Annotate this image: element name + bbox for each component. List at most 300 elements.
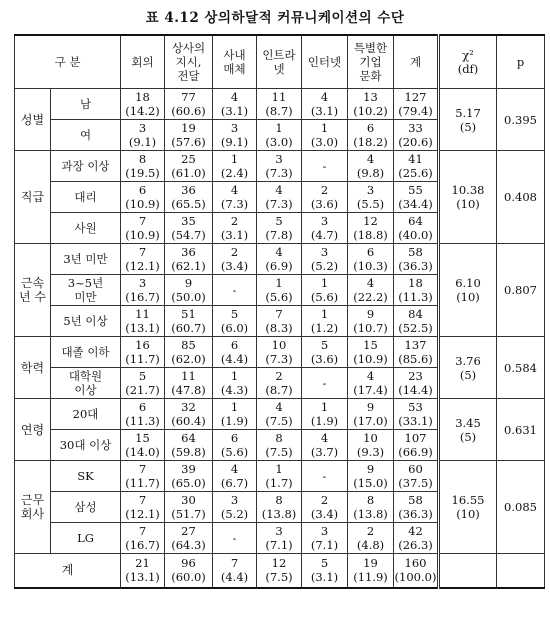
data-cell bbox=[213, 182, 257, 213]
data-cell bbox=[394, 275, 439, 306]
row-label bbox=[51, 120, 121, 151]
table-title: 표 4.12 상의하달적 커뮤니케이션의 수단 bbox=[145, 10, 405, 26]
header-intranet-line: 인트라 bbox=[262, 48, 296, 62]
data-cell bbox=[348, 430, 394, 461]
data-cell bbox=[213, 151, 257, 182]
cell-percent: (62.0) bbox=[171, 352, 206, 366]
data-cell bbox=[121, 89, 165, 120]
cell-count: 4 bbox=[275, 183, 283, 197]
cell-count: 15 bbox=[363, 338, 378, 352]
total-cell bbox=[165, 554, 213, 588]
total-cell bbox=[257, 554, 302, 588]
group-label bbox=[15, 89, 51, 151]
cell-count: 27 bbox=[181, 524, 196, 538]
cell-percent: (3.1) bbox=[220, 104, 249, 118]
data-cell bbox=[257, 430, 302, 461]
data-cell bbox=[257, 275, 302, 306]
cell-count: 1 bbox=[230, 369, 239, 383]
total-row bbox=[15, 554, 545, 588]
cell-count: - bbox=[322, 159, 327, 173]
cell-count: 107 bbox=[404, 431, 427, 445]
data-cell bbox=[213, 306, 257, 337]
cell-count: - bbox=[232, 531, 237, 545]
cell-count: 6 bbox=[230, 431, 239, 445]
header-special-line: 기업 bbox=[359, 55, 382, 69]
total-cell bbox=[348, 554, 394, 588]
cell-percent: (17.0) bbox=[353, 414, 388, 428]
cell-percent: (11.3) bbox=[398, 290, 433, 304]
data-cell bbox=[121, 430, 165, 461]
cell-percent: (17.4) bbox=[353, 383, 388, 397]
cell-count: 2 bbox=[230, 214, 239, 228]
data-cell bbox=[348, 89, 394, 120]
cell-count: 18 bbox=[135, 90, 150, 104]
group-label-line: 학력 bbox=[20, 360, 45, 375]
cell-count: 25 bbox=[181, 152, 196, 166]
cell-count: 96 bbox=[181, 556, 196, 571]
cell-percent: (10.9) bbox=[125, 197, 160, 211]
header-p: p bbox=[497, 35, 545, 89]
row-label-line: 5년 이상 bbox=[63, 314, 108, 328]
cell-percent: (11.3) bbox=[125, 414, 160, 428]
header-superior-line: 상사의 bbox=[171, 41, 206, 55]
cell-percent: (60.0) bbox=[171, 570, 206, 585]
cell-count: 127 bbox=[404, 90, 427, 104]
data-cell bbox=[121, 368, 165, 399]
data-cell bbox=[394, 461, 439, 492]
cell-count: 2 bbox=[320, 493, 329, 507]
cell-percent: (5.2) bbox=[310, 259, 339, 273]
cell-percent: (4.4) bbox=[220, 352, 249, 366]
cell-percent: (64.3) bbox=[171, 538, 206, 552]
cell-percent: (4.7) bbox=[310, 228, 339, 242]
cell-count: 21 bbox=[135, 556, 150, 571]
cell-count: 12 bbox=[363, 214, 378, 228]
header-chi-symbol: χ² bbox=[462, 48, 474, 62]
cell-count: 11 bbox=[181, 369, 196, 383]
cell-count: 5 bbox=[320, 556, 329, 571]
cell-count: 84 bbox=[408, 307, 423, 321]
data-cell bbox=[348, 120, 394, 151]
header-internal-media-line: 사내 bbox=[223, 48, 246, 62]
row-label bbox=[51, 151, 121, 182]
data-cell bbox=[394, 523, 439, 554]
cell-count: 11 bbox=[135, 307, 150, 321]
data-cell bbox=[302, 430, 348, 461]
cell-count: 9 bbox=[366, 400, 375, 414]
cell-count: 5 bbox=[138, 369, 147, 383]
cell-percent: (18.8) bbox=[353, 228, 388, 242]
data-cell bbox=[213, 368, 257, 399]
df-value: (10) bbox=[456, 197, 480, 211]
cell-count: 4 bbox=[275, 400, 283, 414]
cell-percent: (60.7) bbox=[171, 321, 206, 335]
cell-count: 4 bbox=[230, 462, 239, 476]
cell-percent: (2.4) bbox=[220, 166, 249, 180]
data-cell bbox=[213, 492, 257, 523]
data-cell bbox=[213, 461, 257, 492]
cell-percent: (50.0) bbox=[171, 290, 206, 304]
data-cell bbox=[257, 244, 302, 275]
row-label bbox=[51, 213, 121, 244]
p-value: 0.807 bbox=[497, 244, 545, 337]
df-value: (10) bbox=[456, 507, 480, 521]
cell-count: 3 bbox=[320, 214, 329, 228]
cell-count: 60 bbox=[408, 462, 423, 476]
row-label-line: 미만 bbox=[74, 290, 97, 304]
row-label-line: 과장 이상 bbox=[61, 159, 110, 173]
group-label bbox=[15, 244, 51, 337]
cell-percent: (13.8) bbox=[353, 507, 388, 521]
header-internal-media bbox=[213, 35, 257, 89]
data-cell bbox=[165, 492, 213, 523]
cell-percent: (3.0) bbox=[310, 135, 339, 149]
total-chi-empty bbox=[439, 554, 497, 588]
data-cell bbox=[257, 120, 302, 151]
data-cell bbox=[257, 213, 302, 244]
row-label-line: 사원 bbox=[74, 221, 97, 235]
row-label-line: SK bbox=[77, 469, 94, 483]
data-cell bbox=[121, 151, 165, 182]
data-cell bbox=[165, 306, 213, 337]
data-cell bbox=[348, 461, 394, 492]
row-label-line: 삼성 bbox=[74, 500, 97, 514]
group-label-line: 성별 bbox=[20, 112, 45, 127]
data-cell bbox=[165, 182, 213, 213]
cell-count: 4 bbox=[366, 276, 375, 290]
cell-percent: (6.7) bbox=[220, 476, 249, 490]
cell-count: 3 bbox=[138, 276, 147, 290]
cell-count: 6 bbox=[366, 245, 375, 259]
data-cell bbox=[394, 368, 439, 399]
group-label-line: 회사 bbox=[20, 507, 45, 521]
cell-count: 11 bbox=[271, 90, 287, 104]
header-superior-line: 전달 bbox=[177, 69, 200, 83]
cell-percent: (4.4) bbox=[220, 570, 249, 585]
data-table bbox=[14, 34, 545, 589]
cell-count: 4 bbox=[320, 431, 329, 445]
cell-count: 13 bbox=[363, 90, 378, 104]
cell-percent: (14.2) bbox=[125, 104, 160, 118]
chi-square-cell bbox=[439, 89, 497, 151]
group-label bbox=[15, 399, 51, 461]
header-special-line: 문화 bbox=[359, 69, 382, 83]
cell-count: 32 bbox=[181, 400, 196, 414]
data-cell bbox=[165, 368, 213, 399]
row-label-line: 여 bbox=[79, 128, 92, 142]
row-label bbox=[51, 492, 121, 523]
header-special-line: 특별한 bbox=[353, 41, 388, 55]
chi-square-value: 16.55 bbox=[451, 493, 485, 507]
row-label-line: 20대 bbox=[72, 407, 99, 421]
cell-percent: (59.8) bbox=[171, 445, 206, 459]
cell-count: 16 bbox=[135, 338, 150, 352]
cell-percent: (1.2) bbox=[310, 321, 339, 335]
row-label-line: 남 bbox=[79, 97, 92, 111]
data-cell bbox=[302, 523, 348, 554]
cell-percent: (51.7) bbox=[171, 507, 206, 521]
cell-count: 18 bbox=[408, 276, 423, 290]
data-cell bbox=[213, 275, 257, 306]
data-cell bbox=[348, 523, 394, 554]
header-intranet-line: 넷 bbox=[273, 62, 285, 76]
cell-percent: (15.0) bbox=[353, 476, 388, 490]
cell-percent: (1.9) bbox=[220, 414, 249, 428]
total-cell bbox=[302, 554, 348, 588]
data-cell bbox=[165, 89, 213, 120]
data-cell bbox=[121, 244, 165, 275]
cell-count: 55 bbox=[408, 183, 423, 197]
cell-count: 77 bbox=[181, 90, 196, 104]
cell-count: 6 bbox=[366, 121, 375, 135]
data-cell bbox=[394, 120, 439, 151]
cell-percent: (18.2) bbox=[353, 135, 388, 149]
cell-count: 12 bbox=[271, 556, 287, 571]
data-cell bbox=[165, 523, 213, 554]
cell-count: 7 bbox=[138, 245, 147, 259]
cell-count: - bbox=[232, 283, 237, 297]
cell-count: 1 bbox=[275, 276, 283, 290]
data-cell bbox=[348, 337, 394, 368]
data-cell bbox=[302, 213, 348, 244]
group-label-line: 근속 bbox=[20, 276, 45, 290]
cell-count: 5 bbox=[275, 214, 283, 228]
cell-count: 9 bbox=[366, 462, 375, 476]
cell-count: 7 bbox=[138, 462, 147, 476]
cell-percent: (3.4) bbox=[220, 259, 249, 273]
row-label bbox=[51, 244, 121, 275]
cell-count: - bbox=[322, 469, 327, 483]
data-cell bbox=[394, 244, 439, 275]
cell-percent: (47.8) bbox=[171, 383, 206, 397]
group-label-line: 근무 bbox=[20, 493, 45, 507]
cell-percent: (11.9) bbox=[353, 570, 388, 585]
cell-count: 19 bbox=[181, 121, 196, 135]
data-cell bbox=[213, 337, 257, 368]
data-cell bbox=[302, 368, 348, 399]
cell-percent: (19.5) bbox=[125, 166, 160, 180]
cell-percent: (5.2) bbox=[220, 507, 249, 521]
data-cell bbox=[165, 430, 213, 461]
header-superior bbox=[165, 35, 213, 89]
data-cell bbox=[121, 120, 165, 151]
cell-count: 1 bbox=[320, 307, 329, 321]
data-cell bbox=[213, 213, 257, 244]
data-cell bbox=[121, 337, 165, 368]
cell-count: 42 bbox=[408, 524, 423, 538]
cell-count: 4 bbox=[366, 152, 375, 166]
table-row bbox=[15, 151, 545, 182]
cell-count: 6 bbox=[230, 338, 239, 352]
cell-count: - bbox=[322, 376, 327, 390]
cell-count: 9 bbox=[184, 276, 193, 290]
chi-square-cell bbox=[439, 151, 497, 244]
cell-percent: (9.3) bbox=[356, 445, 385, 459]
data-cell bbox=[213, 430, 257, 461]
data-cell bbox=[394, 213, 439, 244]
data-cell bbox=[394, 430, 439, 461]
cell-percent: (21.7) bbox=[125, 383, 160, 397]
cell-count: 5 bbox=[320, 338, 329, 352]
data-cell bbox=[394, 151, 439, 182]
cell-percent: (9.8) bbox=[356, 166, 385, 180]
cell-percent: (7.3) bbox=[265, 166, 293, 180]
cell-percent: (14.0) bbox=[125, 445, 160, 459]
cell-percent: (10.9) bbox=[125, 228, 160, 242]
cell-count: 1 bbox=[230, 400, 239, 414]
data-cell bbox=[165, 275, 213, 306]
cell-percent: (5.6) bbox=[310, 290, 339, 304]
cell-count: 7 bbox=[138, 524, 147, 538]
data-cell bbox=[302, 151, 348, 182]
data-cell bbox=[302, 89, 348, 120]
data-cell bbox=[257, 368, 302, 399]
header-division: 구 분 bbox=[15, 35, 121, 89]
cell-percent: (66.9) bbox=[398, 445, 433, 459]
data-cell bbox=[213, 89, 257, 120]
row-label-line: 3~5년 bbox=[67, 276, 104, 290]
data-cell bbox=[348, 399, 394, 430]
cell-percent: (33.1) bbox=[398, 414, 433, 428]
cell-count: 8 bbox=[275, 493, 283, 507]
cell-count: 23 bbox=[408, 369, 423, 383]
table-row bbox=[15, 244, 545, 275]
cell-percent: (3.7) bbox=[310, 445, 339, 459]
data-cell bbox=[394, 492, 439, 523]
cell-percent: (60.6) bbox=[171, 104, 206, 118]
total-cell bbox=[213, 554, 257, 588]
cell-count: 4 bbox=[230, 90, 239, 104]
row-label bbox=[51, 399, 121, 430]
data-cell bbox=[213, 523, 257, 554]
data-cell bbox=[165, 461, 213, 492]
data-cell bbox=[257, 182, 302, 213]
cell-percent: (36.3) bbox=[398, 259, 433, 273]
cell-count: 1 bbox=[320, 400, 329, 414]
data-cell bbox=[257, 337, 302, 368]
row-label bbox=[51, 430, 121, 461]
cell-percent: (12.1) bbox=[125, 259, 160, 273]
cell-count: 3 bbox=[230, 121, 239, 135]
data-cell bbox=[302, 244, 348, 275]
cell-percent: (40.0) bbox=[398, 228, 433, 242]
cell-count: 58 bbox=[408, 493, 423, 507]
row-label bbox=[51, 182, 121, 213]
group-label bbox=[15, 461, 51, 554]
row-label-line: 대학원 bbox=[68, 369, 103, 383]
cell-count: 3 bbox=[138, 121, 147, 135]
data-cell bbox=[165, 399, 213, 430]
chi-square-cell bbox=[439, 337, 497, 399]
data-cell bbox=[165, 337, 213, 368]
row-label-line: LG bbox=[77, 531, 94, 545]
cell-count: 53 bbox=[408, 400, 423, 414]
cell-count: 8 bbox=[366, 493, 375, 507]
cell-percent: (7.5) bbox=[265, 414, 293, 428]
data-cell bbox=[394, 182, 439, 213]
cell-count: 7 bbox=[138, 493, 147, 507]
cell-percent: (7.1) bbox=[265, 538, 293, 552]
header-meeting: 회의 bbox=[121, 35, 165, 89]
cell-count: 2 bbox=[366, 524, 375, 538]
cell-count: 3 bbox=[230, 493, 239, 507]
header-internet: 인터넷 bbox=[302, 35, 348, 89]
cell-percent: (62.1) bbox=[171, 259, 206, 273]
cell-percent: (26.3) bbox=[398, 538, 433, 552]
cell-percent: (10.9) bbox=[353, 352, 388, 366]
cell-count: 1 bbox=[320, 276, 329, 290]
cell-count: 4 bbox=[366, 369, 375, 383]
data-cell bbox=[348, 151, 394, 182]
cell-percent: (7.3) bbox=[265, 197, 293, 211]
header-intranet bbox=[257, 35, 302, 89]
row-label-line: 30대 이상 bbox=[59, 438, 112, 452]
df-value: (5) bbox=[459, 429, 477, 444]
data-cell bbox=[121, 182, 165, 213]
row-label-line: 대졸 이하 bbox=[61, 345, 110, 359]
data-cell bbox=[121, 523, 165, 554]
chi-square-cell bbox=[439, 244, 497, 337]
header-special-culture bbox=[348, 35, 394, 89]
cell-count: 3 bbox=[275, 152, 283, 166]
cell-percent: (54.7) bbox=[171, 228, 206, 242]
cell-percent: (7.1) bbox=[310, 538, 339, 552]
data-cell bbox=[257, 399, 302, 430]
cell-count: 6 bbox=[138, 183, 147, 197]
chi-square-value: 5.17 bbox=[455, 105, 481, 120]
df-value: (5) bbox=[459, 119, 477, 134]
cell-count: 85 bbox=[181, 338, 196, 352]
cell-percent: (3.1) bbox=[310, 104, 339, 118]
data-cell bbox=[302, 399, 348, 430]
cell-percent: (57.6) bbox=[171, 135, 206, 149]
df-value: (5) bbox=[459, 367, 477, 382]
data-cell bbox=[302, 182, 348, 213]
cell-percent: (16.7) bbox=[125, 538, 160, 552]
cell-count: 10 bbox=[363, 431, 378, 445]
data-cell bbox=[302, 337, 348, 368]
cell-count: 1 bbox=[275, 462, 283, 476]
p-value: 0.395 bbox=[497, 89, 545, 151]
cell-count: 2 bbox=[275, 369, 283, 383]
cell-count: 4 bbox=[275, 245, 283, 259]
row-label-line: 이상 bbox=[74, 383, 97, 397]
cell-count: 8 bbox=[138, 152, 147, 166]
header-df: (df) bbox=[457, 62, 479, 76]
cell-percent: (5.6) bbox=[220, 445, 249, 459]
cell-percent: (13.8) bbox=[261, 507, 297, 521]
cell-percent: (7.3) bbox=[265, 352, 293, 366]
data-cell bbox=[213, 399, 257, 430]
data-cell bbox=[394, 399, 439, 430]
data-cell bbox=[394, 337, 439, 368]
data-cell bbox=[302, 306, 348, 337]
cell-percent: (12.1) bbox=[125, 507, 160, 521]
cell-count: 10 bbox=[271, 338, 287, 352]
cell-percent: (9.1) bbox=[220, 135, 249, 149]
data-cell bbox=[348, 182, 394, 213]
cell-count: 1 bbox=[275, 121, 283, 135]
cell-count: 3 bbox=[320, 245, 329, 259]
cell-percent: (36.3) bbox=[398, 507, 433, 521]
group-label-line: 년 수 bbox=[19, 290, 46, 304]
table-row bbox=[15, 337, 545, 368]
cell-count: 39 bbox=[181, 462, 196, 476]
data-cell bbox=[165, 120, 213, 151]
cell-percent: (65.0) bbox=[171, 476, 206, 490]
data-cell bbox=[394, 89, 439, 120]
cell-count: 33 bbox=[408, 121, 423, 135]
